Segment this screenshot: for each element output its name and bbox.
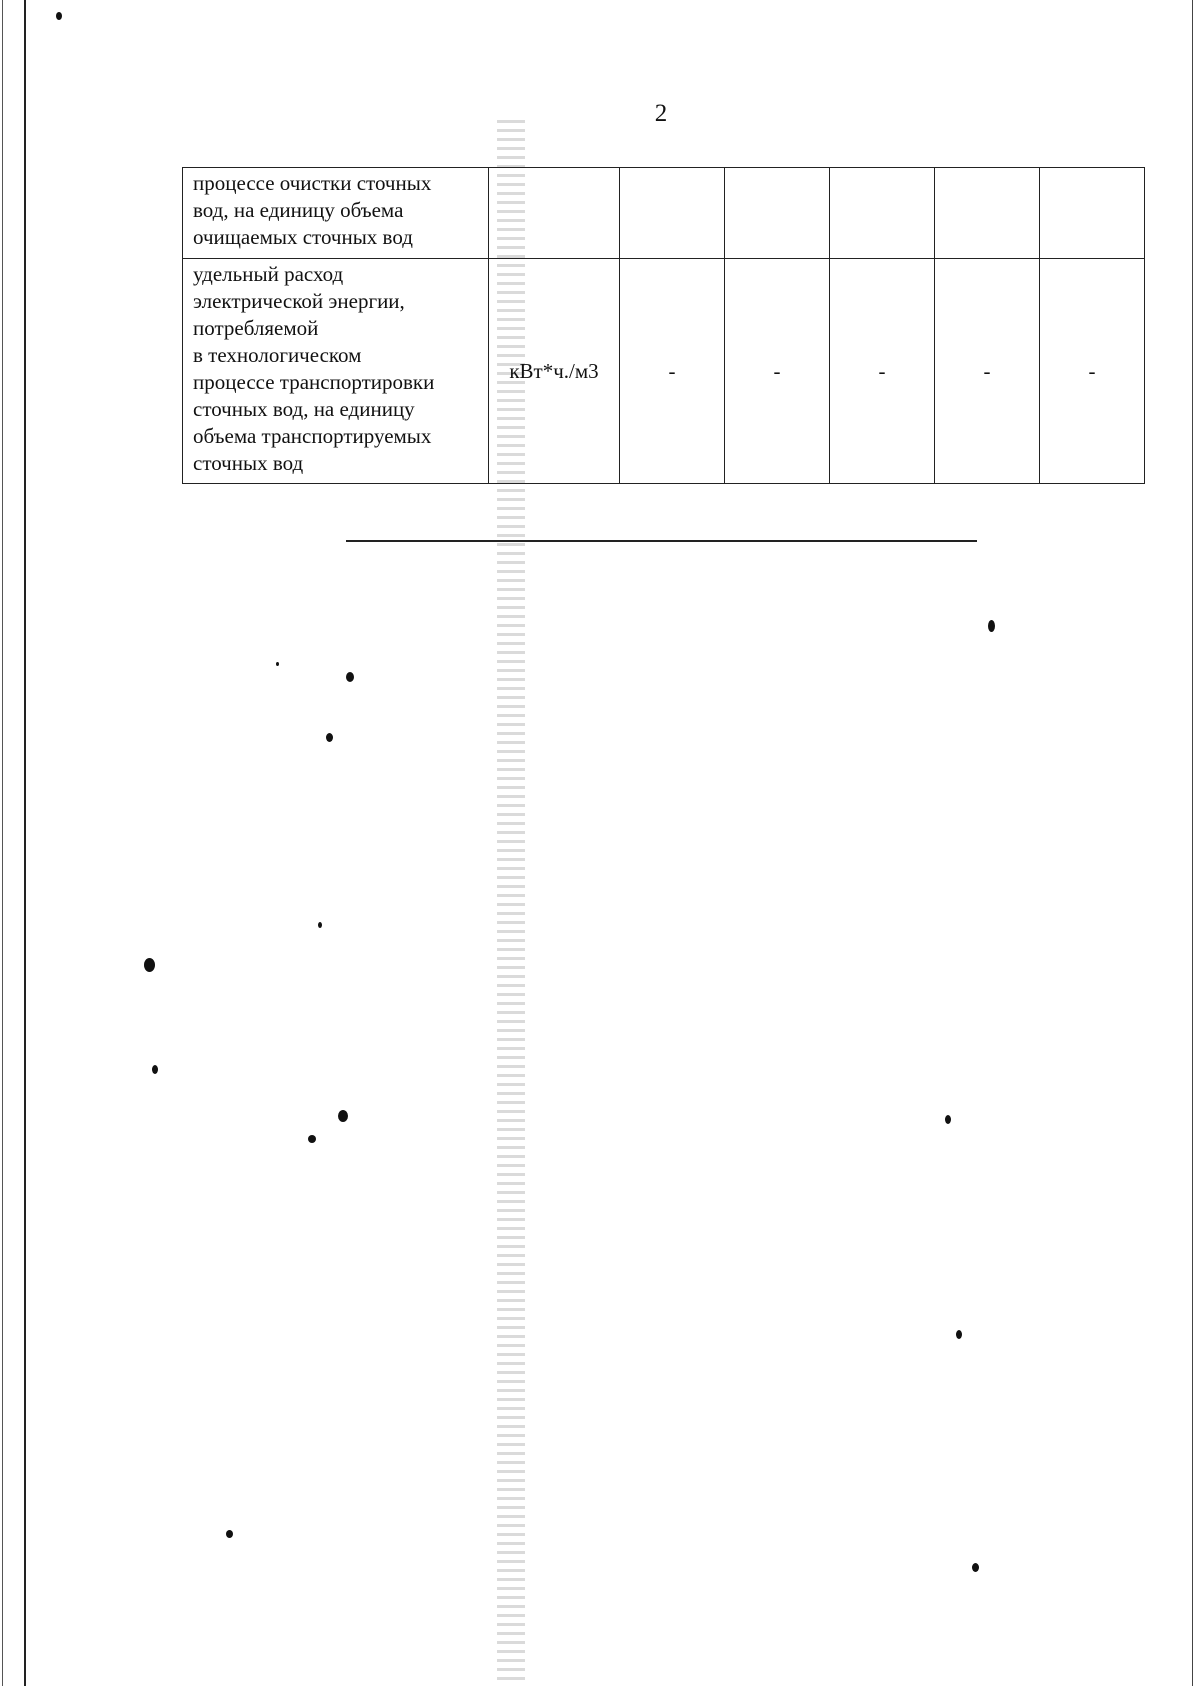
scan-speck bbox=[144, 958, 155, 972]
scan-speck bbox=[318, 922, 322, 928]
scan-speck bbox=[326, 733, 333, 742]
scan-speck bbox=[56, 12, 62, 20]
scan-speck bbox=[308, 1135, 316, 1143]
description-line: потребляемой bbox=[193, 316, 319, 340]
value-cell bbox=[830, 168, 935, 259]
value-cell: - bbox=[1040, 259, 1145, 484]
description-line: в технологическом bbox=[193, 343, 362, 367]
description-line: сточных вод bbox=[193, 451, 304, 475]
unit-cell bbox=[489, 168, 620, 259]
value-cell: - bbox=[935, 259, 1040, 484]
scan-speck bbox=[988, 620, 995, 632]
end-of-table-rule bbox=[346, 540, 977, 542]
right-margin-line bbox=[1192, 0, 1193, 1686]
value-cell bbox=[1040, 168, 1145, 259]
table-row bbox=[183, 168, 1145, 259]
value-cell: - bbox=[725, 259, 830, 484]
left-margin-line bbox=[24, 0, 26, 1686]
table-row bbox=[183, 259, 1145, 484]
description-line: сточных вод, на единицу bbox=[193, 397, 415, 421]
indicator-description-cell bbox=[183, 168, 489, 259]
value-cell: - bbox=[620, 259, 725, 484]
value-cell bbox=[620, 168, 725, 259]
description-line: объема транспортируемых bbox=[193, 424, 432, 448]
description-line: электрической энергии, bbox=[193, 289, 405, 313]
page-number: 2 bbox=[654, 100, 668, 127]
indicators-table bbox=[182, 167, 1145, 484]
scan-edge-line bbox=[2, 0, 3, 1686]
scan-speck bbox=[152, 1065, 158, 1074]
value-cell bbox=[935, 168, 1040, 259]
scan-speck bbox=[945, 1115, 951, 1124]
scan-speck bbox=[972, 1563, 979, 1572]
description-line: процессе очистки сточных bbox=[193, 171, 432, 195]
description-line: очищаемых сточных вод bbox=[193, 225, 413, 249]
value-cell bbox=[725, 168, 830, 259]
scan-speck bbox=[338, 1110, 348, 1122]
scan-speck bbox=[956, 1330, 962, 1339]
scan-speck bbox=[226, 1530, 233, 1538]
value-cell: - bbox=[830, 259, 935, 484]
description-line: процессе транспортировки bbox=[193, 370, 435, 394]
scan-speck bbox=[276, 662, 279, 666]
description-line: удельный расход bbox=[193, 262, 344, 286]
description-line: вод, на единицу объема bbox=[193, 198, 404, 222]
indicator-description-cell bbox=[183, 259, 489, 484]
unit-cell: кВт*ч./м3 bbox=[489, 259, 620, 484]
scan-speck bbox=[346, 672, 354, 682]
